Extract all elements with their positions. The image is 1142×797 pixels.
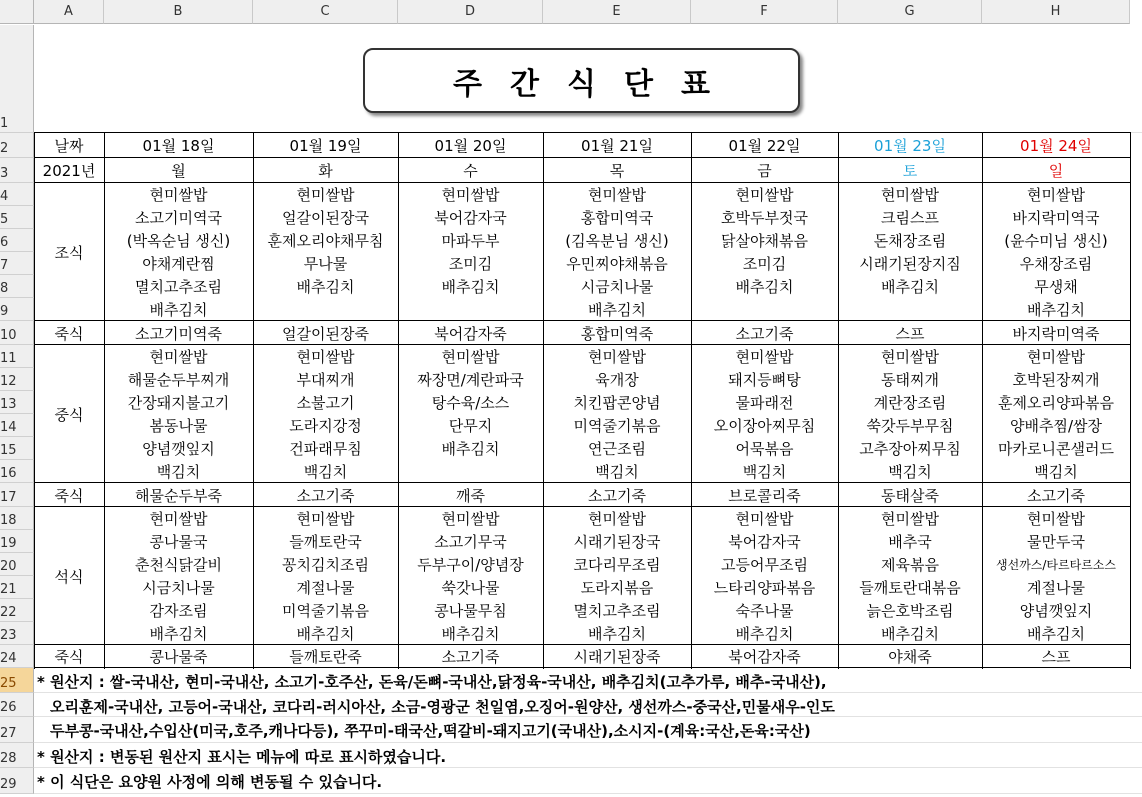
lunch-menu-item[interactable]: 백김치 [303,463,348,481]
porridge-noon-item[interactable]: 소고기죽 [296,486,355,505]
table-border-horizontal [34,644,1131,645]
breakfast-menu-item[interactable]: 소고기미역국 [135,209,222,227]
dinner-menu-item[interactable]: 배추김치 [296,625,355,643]
row-header-24[interactable]: 24 [0,645,34,668]
day-cell[interactable]: 화 [318,162,333,180]
lunch-menu-item[interactable]: 현미쌀밥 [588,348,646,366]
lunch-menu-item[interactable]: 도라지강정 [289,417,362,435]
row-header-9[interactable]: 9 [0,298,34,321]
table-border-horizontal [34,344,1131,345]
lunch-menu-item[interactable]: 현미쌀밥 [1027,348,1085,366]
dinner-menu-item[interactable]: 생선까스/타르타르소스 [996,558,1116,572]
table-border-horizontal [34,132,1131,133]
breakfast-menu-item[interactable]: 현미쌀밥 [441,186,500,204]
breakfast-menu-item[interactable]: 무나물 [303,255,348,273]
dinner-menu-item[interactable]: 두부구이/양념장 [417,556,524,574]
table-border-horizontal [34,320,1131,321]
row-header-29[interactable]: 29 [0,768,34,794]
breakfast-menu-item[interactable] [691,298,838,321]
date-cell[interactable]: 01월 18일 [142,137,215,155]
lunch-menu-item[interactable]: 백김치 [156,463,201,481]
porridge-pm-item[interactable]: 야채죽 [888,648,932,666]
origin-note-line: * 원산지 : 쌀-국내산, 현미-국내산, 소고기-호주산, 돈육/돈뼈-국내산,닭정육-국내산, 배추김치(고추가루, 배추-국내산), [37,673,827,691]
breakfast-menu-item[interactable]: 홍합미역국 [580,209,654,227]
dinner-menu-item[interactable]: 배추국 [888,533,932,551]
row-header-5[interactable]: 5 [0,206,34,229]
lunch-menu-item[interactable]: 고추장아찌무침 [859,440,961,458]
breakfast-menu-item[interactable]: 멸치고추조림 [135,278,222,296]
breakfast-menu-item[interactable] [838,298,982,321]
porridge-am-item[interactable]: 소고기미역죽 [135,324,222,343]
porridge-noon-item[interactable]: 소고기죽 [1027,486,1085,505]
lunch-menu-item[interactable]: 현미쌀밥 [441,348,500,366]
lunch-menu-item[interactable]: 단무지 [448,417,493,435]
row-header-17[interactable]: 17 [0,483,34,507]
dinner-menu-item[interactable]: 미역줄기볶음 [282,602,369,620]
dinner-menu-item[interactable]: 계절나물 [1027,579,1085,597]
dinner-menu-item[interactable]: 배추김치 [1027,625,1085,643]
dinner-menu-item[interactable]: 숙주나물 [735,602,794,620]
porridge-pm-item[interactable]: 시래기된장죽 [573,648,661,666]
table-border-vertical [253,133,254,669]
row-header-8[interactable]: 8 [0,275,34,298]
column-header-g[interactable]: G [838,0,982,24]
date-cell[interactable]: 01월 24일 [1020,137,1092,155]
lunch-menu-item[interactable]: 백김치 [1034,463,1078,481]
porridge-pm-item[interactable]: 북어감자죽 [728,648,801,666]
porridge-am-item[interactable]: 스프 [895,324,925,343]
table-border-vertical [398,133,399,669]
page-title: 주간식단표 [453,66,738,102]
origin-note-line: * 이 식단은 요양원 사정에 의해 변동될 수 있습니다. [37,773,383,791]
row-header-12[interactable]: 12 [0,368,34,391]
dinner-menu-item[interactable]: 배추김치 [735,625,794,643]
faint-gridline [34,793,1142,794]
row-header-10[interactable]: 10 [0,321,34,345]
breakfast-label[interactable]: 조식 [54,243,84,262]
breakfast-menu-item[interactable]: 배추김치 [441,278,500,296]
porridge-am-item[interactable]: 소고기죽 [735,324,794,343]
breakfast-menu-item[interactable]: 야채계란찜 [142,255,215,273]
row-header-26[interactable]: 26 [0,693,34,717]
lunch-menu-item[interactable]: 백김치 [888,463,932,481]
dinner-menu-item[interactable]: 콩나물국 [149,533,208,551]
lunch-menu-item[interactable]: 현미쌀밥 [735,348,794,366]
dinner-menu-item[interactable]: 소고기무국 [434,533,507,551]
dinner-menu-item[interactable]: 현미쌀밥 [296,510,355,528]
lunch-menu-item[interactable]: 양념깻잎지 [142,440,215,458]
table-border-vertical [34,133,35,669]
table-border-vertical [104,133,105,669]
column-header-a[interactable]: A [34,0,104,24]
table-border-vertical [691,133,692,669]
dinner-menu-item[interactable]: 현미쌀밥 [1027,510,1085,528]
lunch-menu-item[interactable]: 부대찌개 [296,371,355,389]
lunch-menu-item[interactable]: 배추김치 [441,440,500,458]
dinner-menu-item[interactable]: 느타리양파볶음 [713,579,816,597]
breakfast-menu-item[interactable]: 호박두부젓국 [721,209,808,227]
lunch-menu-item[interactable]: 동태찌개 [881,371,939,389]
lunch-menu-item[interactable]: 현미쌀밥 [881,348,939,366]
porridge-am-item[interactable]: 북어감자죽 [434,324,507,343]
lunch-menu-item[interactable]: 계란장조림 [873,394,947,412]
porridge-pm-item[interactable]: 소고기죽 [441,648,500,666]
date-cell[interactable]: 01월 21일 [581,137,653,155]
table-border-horizontal [34,506,1131,507]
breakfast-menu-item[interactable]: 배추김치 [588,301,646,319]
row-header-11[interactable]: 11 [0,345,34,368]
lunch-menu-item[interactable]: 호박된장찌개 [1012,371,1100,389]
breakfast-menu-item[interactable]: 배추김치 [735,278,794,296]
porridge-pm-item[interactable]: 들깨토란죽 [289,648,362,666]
porridge-am-item[interactable]: 바지락미역죽 [1012,324,1100,343]
dinner-menu-item[interactable]: 감자조림 [149,602,208,620]
origin-note-line: 두부콩-국내산,수입산(미국,호주,캐나다등), 쭈꾸미-태국산,떡갈비-돼지고기(국내산),소시지-(계육:국산,돈육:국산) [50,722,811,740]
breakfast-menu-item[interactable]: 북어감자국 [434,209,507,227]
row-header-7[interactable]: 7 [0,252,34,275]
dinner-label[interactable]: 석식 [54,567,84,586]
date-label[interactable]: 날짜 [54,137,84,155]
dinner-menu-item[interactable]: 현미쌀밥 [149,510,208,528]
breakfast-menu-item[interactable]: 현미쌀밥 [735,186,794,204]
dinner-menu-item[interactable]: 들깨토란국 [289,533,362,551]
dinner-menu-item[interactable]: 물만두국 [1027,533,1085,551]
date-cell[interactable]: 01월 19일 [289,137,362,155]
table-border-horizontal [34,182,1131,183]
breakfast-menu-item[interactable]: 배추김치 [1027,301,1085,319]
breakfast-menu-item[interactable]: 크림스프 [881,209,939,227]
breakfast-menu-item[interactable]: 현미쌀밥 [588,186,646,204]
dinner-menu-item[interactable]: 멸치고추조림 [573,602,661,620]
lunch-menu-item[interactable]: 물파래전 [735,394,794,412]
column-header-d[interactable]: D [398,0,543,24]
day-cell[interactable]: 목 [609,162,625,180]
dinner-menu-item[interactable]: 현미쌀밥 [881,510,939,528]
breakfast-menu-item[interactable]: 시금치나물 [580,278,654,296]
dinner-menu-item[interactable]: 들깨토란대볶음 [859,579,961,597]
dinner-menu-item[interactable]: 꽁치김치조림 [282,556,369,574]
table-border-vertical [838,133,839,669]
dinner-menu-item[interactable]: 현미쌀밥 [588,510,646,528]
dinner-menu-item[interactable]: 시금치나물 [142,579,215,597]
table-border-horizontal [34,482,1131,483]
porridge-am-item[interactable]: 얼갈이된장죽 [282,324,369,343]
dinner-menu-item[interactable]: 현미쌀밥 [735,510,794,528]
row-header-3[interactable]: 3 [0,158,34,183]
year-label[interactable]: 2021년 [42,162,96,180]
breakfast-menu-item[interactable]: 얼갈이된장국 [282,209,369,227]
dinner-menu-item[interactable]: 고등어무조림 [721,556,808,574]
porridge-noon-item[interactable]: 깨죽 [456,486,485,505]
column-header-c[interactable]: C [253,0,398,24]
lunch-menu-item[interactable]: 봄동나물 [149,417,208,435]
lunch-menu-item[interactable]: 치킨팝콘양념 [573,394,661,412]
lunch-menu-item[interactable]: 건파래무침 [289,440,362,458]
row-header-6[interactable]: 6 [0,229,34,252]
breakfast-menu-item[interactable]: (김옥분님 생신) [565,232,669,250]
dinner-menu-item[interactable]: 콩나물무침 [434,602,507,620]
lunch-menu-item[interactable]: 현미쌀밥 [149,348,208,366]
row-header-19[interactable]: 19 [0,530,34,553]
faint-gridline [34,742,1142,743]
row-header-16[interactable]: 16 [0,460,34,483]
dinner-menu-item[interactable]: 배추김치 [149,625,208,643]
lunch-menu-item[interactable]: 소불고기 [296,394,355,412]
breakfast-menu-item[interactable]: 닭살야채볶음 [721,232,808,250]
breakfast-menu-item[interactable]: 배추김치 [296,278,355,296]
breakfast-menu-item[interactable]: 현미쌀밥 [149,186,208,204]
lunch-menu-item[interactable]: 훈제오리양파볶음 [998,394,1114,412]
origin-note-line: * 원산지 : 변동된 원산지 표시는 메뉴에 따로 표시하였습니다. [37,748,447,766]
dinner-menu-item[interactable]: 배추김치 [881,625,939,643]
porridge-pm-item[interactable]: 콩나물죽 [149,648,208,666]
breakfast-menu-item[interactable]: 무생채 [1034,278,1078,296]
lunch-menu-item[interactable] [398,460,543,483]
date-cell[interactable]: 01월 23일 [874,137,946,155]
row-header-21[interactable]: 21 [0,576,34,599]
table-border-vertical [982,133,983,669]
dinner-menu-item[interactable]: 현미쌀밥 [441,510,500,528]
title-box [363,48,800,113]
lunch-menu-item[interactable]: 오이장아찌무침 [713,417,816,435]
lunch-menu-item[interactable]: 현미쌀밥 [296,348,355,366]
table-border-vertical [543,133,544,669]
row-header-18[interactable]: 18 [0,507,34,530]
dinner-menu-item[interactable]: 북어감자국 [728,533,801,551]
breakfast-menu-item[interactable]: 바지락미역국 [1012,209,1100,227]
lunch-menu-item[interactable]: 마카로니콘샐러드 [998,440,1114,458]
breakfast-menu-item[interactable]: 조미김 [742,255,787,273]
column-header-e[interactable]: E [543,0,691,24]
breakfast-menu-item[interactable]: 현미쌀밥 [881,186,939,204]
day-cell[interactable]: 토 [902,162,918,180]
dinner-menu-item[interactable]: 쑥갓나물 [441,579,500,597]
breakfast-menu-item[interactable]: 배추김치 [149,301,208,319]
table-border-horizontal [34,667,1131,668]
breakfast-menu-item[interactable]: 시래기된장지짐 [859,255,961,273]
breakfast-menu-item[interactable]: 우민찌야채볶음 [566,255,668,273]
breakfast-menu-item[interactable]: 현미쌀밥 [296,186,355,204]
day-cell[interactable]: 금 [757,162,772,180]
breakfast-menu-item[interactable]: (윤수미님 생신) [1004,232,1108,250]
day-cell[interactable]: 수 [463,162,478,180]
lunch-menu-item[interactable]: 미역줄기볶음 [573,417,661,435]
row-header-23[interactable]: 23 [0,622,34,645]
origin-note-line: 오리훈제-국내산, 고등어-국내산, 코다리-러시아산, 소금-영광군 천일염,오징어-원양산, 생선까스-중국산,민물새우-인도 [50,698,835,716]
row-header-25[interactable]: 25 [0,668,34,693]
lunch-menu-item[interactable]: 탕수육/소스 [431,394,510,412]
porridge-noon-item[interactable]: 동태살죽 [881,486,939,505]
breakfast-menu-item[interactable]: 우채장조림 [1019,255,1093,273]
breakfast-menu-item[interactable]: (박옥순님 생신) [126,232,231,250]
row-header-2[interactable]: 2 [0,133,34,158]
breakfast-menu-item[interactable]: 마파두부 [441,232,500,250]
porridge-noon-item[interactable]: 브로콜리죽 [728,486,801,505]
day-cell[interactable]: 일 [1048,162,1064,180]
breakfast-menu-item[interactable]: 훈제오리야채무침 [267,232,384,250]
porridge-pm-item[interactable]: 스프 [1041,648,1071,666]
column-header-b[interactable]: B [104,0,253,24]
porridge-label[interactable]: 죽식 [54,324,84,343]
column-header-f[interactable]: F [691,0,838,24]
porridge-noon-item[interactable]: 해물순두부죽 [135,486,222,505]
faint-gridline [34,767,1142,768]
lunch-menu-item[interactable]: 백김치 [595,463,639,481]
faint-gridline [34,692,1142,693]
row-header-14[interactable]: 14 [0,414,34,437]
dinner-menu-item[interactable]: 도라지볶음 [580,579,654,597]
lunch-menu-item[interactable]: 육개장 [595,371,639,389]
dinner-menu-item[interactable]: 코다리무조림 [573,556,661,574]
dinner-menu-item[interactable]: 배추김치 [441,625,500,643]
dinner-menu-item[interactable]: 계절나물 [296,579,355,597]
porridge-label[interactable]: 죽식 [54,486,84,505]
breakfast-menu-item[interactable] [253,298,398,321]
date-cell[interactable]: 01월 22일 [728,137,801,155]
row-header-27[interactable]: 27 [0,717,34,743]
lunch-menu-item[interactable]: 돼지등뼈탕 [728,371,801,389]
row-header-1[interactable]: 1 [0,25,34,133]
lunch-menu-item[interactable]: 연근조림 [588,440,646,458]
row-header-28[interactable]: 28 [0,743,34,768]
breakfast-menu-item[interactable]: 현미쌀밥 [1027,186,1085,204]
dinner-menu-item[interactable]: 배추김치 [588,625,646,643]
lunch-menu-item[interactable]: 양배추찜/쌈장 [1010,417,1102,435]
row-header-22[interactable]: 22 [0,599,34,622]
date-cell[interactable]: 01월 20일 [434,137,507,155]
dinner-menu-item[interactable]: 늙은호박조림 [866,602,954,620]
lunch-menu-item[interactable]: 해물순두부찌개 [127,371,230,389]
dinner-menu-item[interactable]: 시래기된장국 [573,533,661,551]
row-header-20[interactable]: 20 [0,553,34,576]
dinner-menu-item[interactable]: 양념깻잎지 [1019,602,1093,620]
lunch-menu-item[interactable]: 쑥갓두부무침 [866,417,954,435]
row-header-13[interactable]: 13 [0,391,34,414]
breakfast-menu-item[interactable]: 배추김치 [881,278,939,296]
column-header-h[interactable]: H [982,0,1130,24]
column-headers [0,0,1142,25]
dinner-menu-item[interactable]: 춘천식닭갈비 [135,556,222,574]
porridge-noon-item[interactable]: 소고기죽 [588,486,646,505]
table-border-vertical [1130,133,1131,669]
day-cell[interactable]: 월 [171,162,186,180]
lunch-label[interactable]: 중식 [54,405,84,424]
breakfast-menu-item[interactable]: 조미김 [448,255,493,273]
lunch-menu-item[interactable]: 백김치 [742,463,787,481]
porridge-am-item[interactable]: 홍합미역죽 [580,324,654,343]
porridge-label[interactable]: 죽식 [54,648,84,666]
breakfast-menu-item[interactable] [398,298,543,321]
breakfast-menu-item[interactable]: 돈채장조림 [873,232,947,250]
lunch-menu-item[interactable]: 간장돼지불고기 [127,394,230,412]
dinner-menu-item[interactable]: 제육볶음 [881,556,939,574]
lunch-menu-item[interactable]: 짜장면/계란파국 [417,371,524,389]
lunch-menu-item[interactable]: 어묵볶음 [735,440,794,458]
row-header-4[interactable]: 4 [0,183,34,206]
table-border-horizontal [34,157,1131,158]
row-header-15[interactable]: 15 [0,437,34,460]
